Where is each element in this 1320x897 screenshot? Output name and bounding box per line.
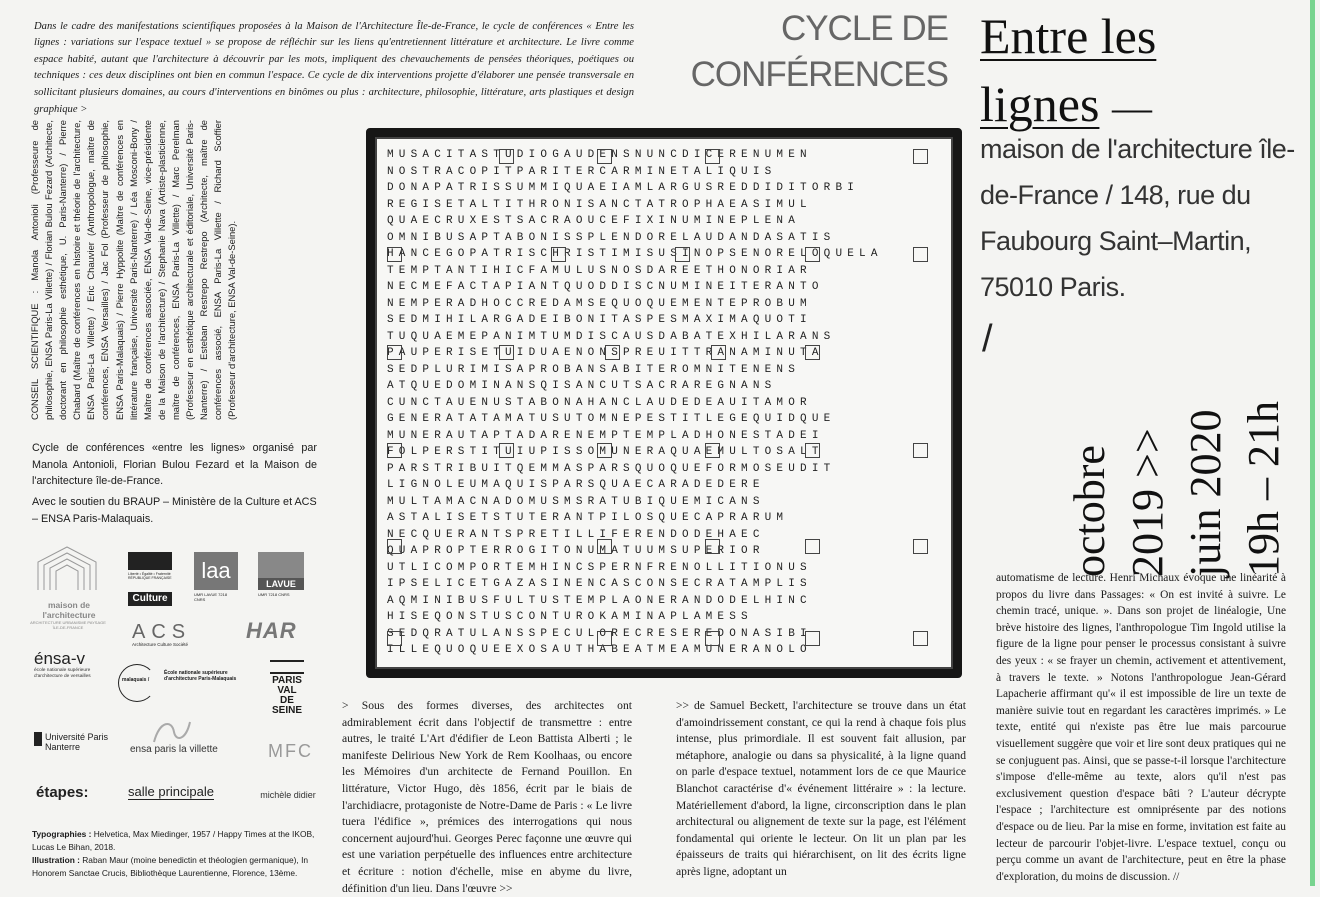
ensa-versailles-logo — [34, 650, 110, 679]
cycle-line-1: CYCLE DE — [780, 9, 948, 48]
mfc-logo: MFC — [268, 741, 313, 761]
manuscript-box — [387, 443, 402, 458]
villette-swirl-icon — [150, 716, 194, 746]
acs-logo — [132, 622, 210, 648]
manuscript-box — [605, 345, 620, 360]
manuscript-line: NECQUERANTSPRETILLIFERENDODEHAEC — [387, 528, 765, 541]
manuscript-box — [913, 631, 928, 646]
address-slash: / — [982, 318, 993, 360]
maison-logo-subtext: ARCHITECTURE URBANISME PAYSAGE ÎLE-DE-FRANCE — [30, 620, 106, 630]
manuscript-box — [597, 443, 612, 458]
ensav-logo-subtext: école nationale supérieure d'architecture de versailles — [34, 668, 91, 679]
venue-address: maison de l'architecture île-de-France / 148, rue du Faubourg Saint–Martin, 75010 Paris. — [980, 134, 1295, 302]
manuscript-box — [499, 443, 514, 458]
manuscript-box — [705, 539, 720, 554]
dates-line-1: octobre — [1065, 445, 1114, 577]
nanterre-mark-icon — [34, 732, 42, 746]
culture-ministry-logo — [128, 552, 172, 608]
manuscript-box — [913, 539, 928, 554]
manuscript-box — [805, 631, 820, 646]
manuscript-box — [675, 247, 690, 262]
title-line-2: lignes — [980, 76, 1100, 132]
manuscript-box — [913, 149, 928, 164]
acs-logo-subtext: Architecture Culture Société — [132, 642, 189, 647]
manuscript-line: HANCEGOPATRISCHRISTIMISUSINOPSENORELOQUELA — [387, 248, 883, 260]
manuscript-line: FOLPERSTITUIUPISSOMUNERAQUAEMULTOSALT — [387, 446, 824, 458]
lavue-logo-subtext: UMR 7218 CNRS — [258, 592, 290, 597]
manuscript-line: QUAPROPTERROGITONUMATUUMSUPERIOR — [387, 545, 765, 557]
dates-block — [1066, 362, 1292, 577]
organizers-text: Cycle de conférences «entre les lignes» organisé par Manola Antonioli, Florian Bulou Fezard et la Maison de l'architecture île-de-France. — [32, 442, 317, 488]
manuscript-line: SEDPLURIMISAPROBANSABITEROMNITENENS — [387, 363, 801, 376]
title-dash: — — [1111, 85, 1152, 130]
manuscript-line: SEDMIHILARGADEIBONITASPESMAXIMAQUOTI — [387, 314, 812, 326]
malaquais-logo-subtext: École nationale supérieure d'architecture Paris-Malaquais — [164, 670, 237, 682]
malaquais-circle-icon — [118, 664, 156, 702]
etapes-logo: étapes: — [36, 784, 89, 801]
manuscript-box — [705, 443, 720, 458]
manuscript-box — [499, 345, 514, 360]
page-title — [980, 2, 1156, 142]
manuscript-line: TUQUAEMEPANIMTUMDISCAUSDABATEXHILARANS — [387, 330, 836, 343]
credits-typo-text: Helvetica, Max Miedinger, 1957 / Happy Times at the IKOB, Lucas Le Bihan, 2018. — [32, 829, 315, 852]
manuscript-box — [597, 539, 612, 554]
dates-line-4: 19h – 21h — [1239, 401, 1288, 577]
manuscript-box — [913, 443, 928, 458]
har-logo: HAR — [246, 618, 297, 643]
manuscript-box — [387, 345, 402, 360]
green-edge-stripe — [1310, 0, 1315, 886]
manuscript-line: ASTALISETSTUTERANTPILOSQUECAPRARUM — [387, 512, 789, 524]
manuscript-line: NEMPERADHOCCREDAMSEQUOQUEMENTEPROBUM — [387, 297, 812, 310]
support-text: Avec le soutien du BRAUP – Ministère de la Culture et ACS – ENSA Paris-Malaquais. — [32, 496, 317, 525]
villette-logo-text: ensa paris la villette — [130, 744, 218, 755]
manuscript-illustration — [366, 128, 962, 678]
manuscript-line: QUAECRUXESTSACRAOUCEFIXINUMINEPLENA — [387, 215, 801, 227]
scientific-council-text — [28, 120, 239, 420]
manuscript-box — [705, 149, 720, 164]
ensav-logo-text: énsa-v — [34, 649, 86, 668]
paris-nanterre-logo — [34, 732, 120, 752]
credits-typo-label: Typographies : — [32, 829, 94, 839]
manuscript-letter-grid — [387, 147, 943, 659]
malaquais-logo-text: malaquais / — [122, 677, 150, 683]
manuscript-line: MUNERAUTAPTADARENEMPTEMPLADHONESTADEI — [387, 429, 824, 442]
manuscript-box — [387, 247, 402, 262]
manuscript-line: AQMINIBUSFULTUSTEMPLAONERANDODELHINC — [387, 594, 812, 607]
council-label: CONSEIL SCIENTIFIQUE : — [29, 280, 40, 420]
title-line-1: Entre les — [980, 8, 1157, 64]
manuscript-line: TEMPTANTIHICFAMULUSNOSDAREETHONORIAR — [387, 264, 812, 277]
salle-principale-logo: salle principale — [128, 784, 214, 799]
dates-line-2: 2019 >> — [1123, 428, 1172, 577]
manuscript-line: PAUPERISETUIDUAENONSPREUITTRANAMINUTA — [387, 347, 824, 359]
manuscript-box — [387, 539, 402, 554]
manuscript-box — [805, 247, 820, 262]
manuscript-line: ATQUEDOMINANSQISANCUTSACRAREGNANS — [387, 380, 777, 392]
manuscript-line: REGISETALTITHRONISANCTATROPHAEASIMUL — [387, 198, 812, 211]
manuscript-line: ILLEQUOQUEEXOSAUTHABEATMEAMUNERANOLO — [387, 644, 812, 656]
lavue-logo — [258, 552, 304, 602]
manuscript-line: OMNIBUSAPTABONISSPLENDORELAUDANDASATIS — [387, 231, 836, 244]
text-column-2: >> de Samuel Beckett, l'architecture se trouve dans un état d'amoindrissement constant, ce qui la rend à chaque fois plus intense, plus primordiale. Il est souvent fait allusion, par métaphore, analogie ou dans sa physicalité, à la ligne quand on parle d'espace textuel, notamment lors de ce que Maurice Blanchot caractérise d'« événement littéraire » : la lecture. Matériellement d'abord, la ligne, circonscription dans le plan architectural ou alignement de texte sur la page, est l'élément fondamental qui oriente le lecteur. On lit un plan par les épaisseurs de traits qui hiérarchisent, on lit des écrits ligne après ligne, adoptant un — [676, 699, 966, 878]
acs-logo-text: ACS — [132, 621, 192, 643]
manuscript-line: SEDQRATULANSSPECULORECRESEREDONASIBI — [387, 627, 812, 640]
lavue-logo-text: LAVUE — [258, 578, 304, 590]
scientific-council-block — [28, 120, 328, 420]
manuscript-box — [705, 631, 720, 646]
manuscript-box — [499, 149, 514, 164]
manuscript-line — [387, 659, 943, 660]
text-column-1: > Sous des formes diverses, des architectes ont admirablement écrit dans l'objectif de transmettre : entre autres, le traité L'Art d'édifier de Leon Battista Alberti ; le manifeste Delirious New York de Rem Koolhaas, ou encore les Mémoires d'un architecte de Fernand Pouillon. En littérature, Victor Hugo, dès 1856, écrit par le biais de l'archidiacre, protagoniste de Notre-Dame de Paris : « Le livre tuera l'édifice », prémices des interrogations qui nous concernent aujourd'hui. Georges Perec façonne une œuvre qui est une variation perpétuelle des influences entre architecture et écriture : notion d'échelle, mise en abyme du livre, définition d'un lieu. Dans l'œuvre >> — [342, 699, 632, 895]
ensa-la-villette-logo — [130, 716, 240, 766]
manuscript-line: CUNCTAUENUSTABONAHANCLAUDEDEAUITAMOR — [387, 396, 812, 409]
michele-didier-label: michèle didier — [260, 790, 316, 800]
pvs-logo-text: PARIS VAL DE SEINE — [271, 675, 302, 716]
manuscript-line: DONAPATRISSUMMIQUAEIAMLARGUSREDDIDITORBI — [387, 182, 860, 194]
dates-line-3: juin 2020 — [1181, 409, 1230, 577]
manuscript-line: LIGNOLEUMAQUISPARSQUAECARADEDERE — [387, 479, 765, 491]
house-outline-icon — [34, 544, 100, 594]
laa-logo — [194, 552, 238, 600]
nanterre-logo-text: Université Paris Nanterre — [45, 732, 109, 752]
cycle-heading — [640, 6, 948, 98]
text-column-3: automatisme de lecture. Henri Michaux évoque une linéarité à propos du livre dans Passages: « On est invité à suivre. Le chemin tracé, unique. ». Dans son projet de linéalogie, Une brève histoire des lignes, l'anthropologue Tim Ingold utilise la figure de la ligne pour penser le processus consistant à suivre des yeux : « se frayer un chemin, activement et attentivement, à travers le texte. » Notons l'anthropologue Jean-Gérard Lapacherie affirmant qu'« il est impossible de lire un texte de manière suivie tout en regardant les caractères imprimés. » Le texte, entité qui n'existe pas être lue mais parcourue visuellement suggère que voir et lire sont deux pratiques qui ne se conjuguent pas. Ainsi, que se passe-t-il lorsque l'architecture s'impose d'elle-même au texte, alors qu'il n'est pas exclusivement question d'espace bâti ? L'auteur décrypte l'espace ; l'architecture est omniprésente par des notions d'espace ou de lieu. Par la mise en forme, invitation est faite au lecteur de parcourir l'objet-livre. L'espace textuel, conçu ou perçu comme un avant de l'architecture, peut en être la phase d'exploration, du moins de discussion. // — [996, 572, 1286, 883]
maison-architecture-logo — [30, 544, 106, 630]
manuscript-line: PARSTRIBUITQEMMASPARSQUOQUEFORMOSEUDIT — [387, 462, 836, 475]
council-members: Manola Antonioli (Professeure de philosophie, ENSA Paris-La Villette) / Florian Bulou Fezard (Architecte, doctorant en philosophie esthétique, U. Paris-Nanterre) / Pierre Chabard (Maître de conférences en histoire et théorie de l'architecture, ENSA Paris-La Villette) / Eric Chauvier (Anthropologue, maître de conférences, ENSA Versailles) / Jac Fol (Professeur de philosophie, ENSA Paris-Malaquais) / Pierre Hyppolite (Maître de conférences en littérature française, Université Paris-Nanterre) / Léa Mosconi-Bony / Maître de conférences associée, ENSA Val-de-Seine, vice-présidente de la Maison de l'architecture) / Stephanie Nava (Artiste-plasticienne, maître de conférences, ENSA Paris-La Villette) / Marc Perelman (Professeur en esthétique architecturale et éditoriale, Université Paris-Nanterre) / Esteban Restrepo Restrepo (Architecte, maître de conférences associé, ENSA Paris-La Villette / Richard Scoffier (Professeur d'architecture, ENSA Val-de-Seine). — [29, 120, 238, 420]
manuscript-box — [913, 247, 928, 262]
manuscript-line: UTLICOMPORTEMHINCSPERNFRENOLLITIONUS — [387, 561, 812, 574]
manuscript-box — [805, 539, 820, 554]
credits-block — [32, 828, 332, 880]
manuscript-box — [551, 247, 566, 262]
manuscript-box — [597, 149, 612, 164]
manuscript-line: NOSTRACOPITPARITERCARMINETALIQUIS — [387, 165, 777, 178]
culture-logo-subtext: Liberté • Égalité • Fraternité RÉPUBLIQUE FRANÇAISE — [128, 572, 172, 580]
manuscript-line: IPSELICETGAZASINENCASCONSECRATAMPLIS — [387, 578, 812, 590]
manuscript-line: HISEQONSTUSCONTUROKAMINAPLAMESS — [387, 611, 753, 623]
maison-logo-text: maison de l'architecture — [42, 600, 96, 620]
manuscript-box — [711, 345, 726, 360]
credits-illus-label: Illustration : — [32, 855, 83, 865]
intro-paragraph: Dans le cadre des manifestations scientifiques proposées à la Maison de l'Architecture Île-de-France, le cycle de conférences « Entre les lignes : variations sur l'espace textuel » se propose de réfléchir sur les liens qu'entretiennent littérature et architecture. Le livre comme espace habité, autant que l'architecture à découvrir par les mots, impliquent des chevauchements de pensées théoriques, poétiques ou techniques : ces deux disciplines ont bien en commun l'espace. Ce cycle de dix interventions projette d'élaborer une pensée transversale en sollicitant plusieurs domaines, au cours d'interventions en binômes ou plus : architecture, philosophie, littérature, arts plastiques et design graphique > — [34, 20, 634, 115]
culture-logo-text: Culture — [128, 592, 172, 606]
manuscript-line: NECMEFACTAPIANTQUODDISCNUMINEITERANTO — [387, 281, 824, 293]
paris-val-de-seine-logo — [270, 660, 304, 716]
laa-logo-text: laa — [194, 552, 238, 590]
cycle-line-2: CONFÉRENCES — [690, 55, 948, 94]
manuscript-box — [805, 345, 820, 360]
credits-illus-text: Raban Maur (moine benedictin et théologien germanique), In Honorem Sanctae Crucis, Bibliothèque Laurentienne, Florence, 13ème. — [32, 855, 309, 878]
manuscript-box — [597, 631, 612, 646]
manuscript-box — [805, 443, 820, 458]
laa-logo-subtext: UMR LAVUE 7218 CNRS — [194, 592, 228, 602]
manuscript-box — [387, 631, 402, 646]
manuscript-line: MUSACITASTUDIOGAUDENSNUNCDICERENUMEN — [387, 149, 812, 161]
manuscript-line: MULTAMACNADOMUSMSRATUBIQUEMICANS — [387, 495, 765, 508]
manuscript-line: GENERATATAMATUSUTOMNEPESTITLEGEQUIDQUE — [387, 413, 836, 425]
